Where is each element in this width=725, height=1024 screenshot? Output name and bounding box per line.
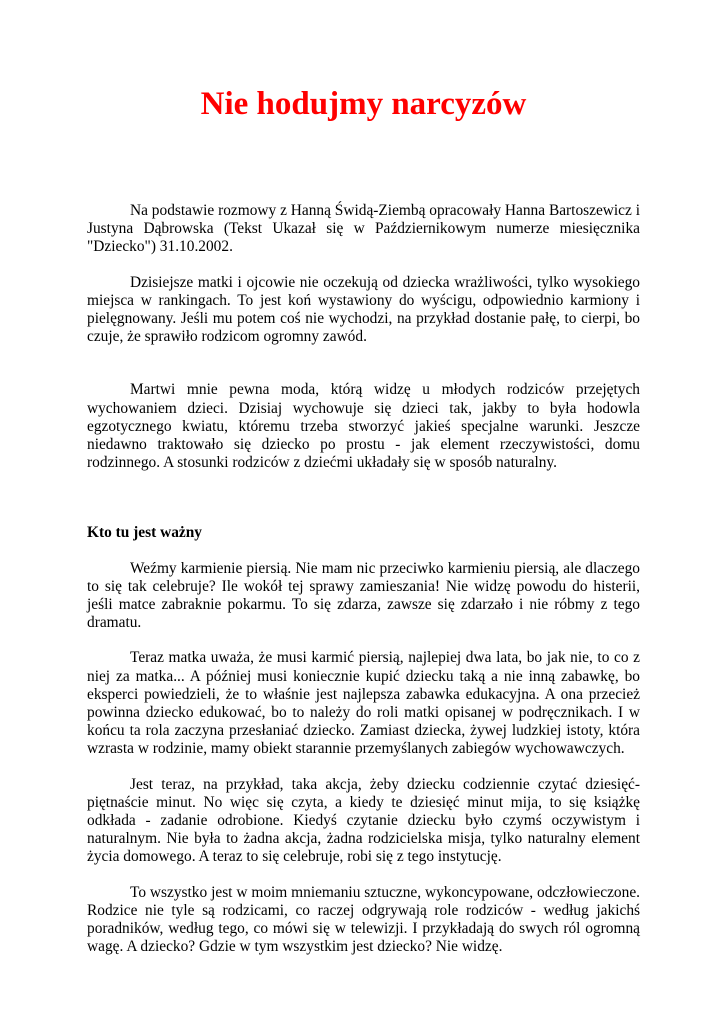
section-paragraph-4: To wszystko jest w moim mniemaniu sztuczne, wykoncypowane, odczłowieczone. Rodzice nie tyle są rodzicami, co raczej odgrywają role rodziców - według jakichś poradników, według tego, co mówi się w telewizji. I przykładają do swych ról ogromną wagę. A dziecko? Gdzie w tym wszystkim jest dziecko? Nie widzę. [87, 883, 640, 956]
paragraph-1: Dzisiejsze matki i ojcowie nie oczekują od dziecka wrażliwości, tylko wysokiego miejsca w rankingach. To jest koń wystawiony do wyścigu, odpowiednio karmiony i pielęgnowany. Jeśli mu potem coś nie wychodzi, na przykład dostanie pałę, to cierpi, bo czuje, że sprawiło rodzicom ogromny zawód. [87, 273, 640, 346]
section-paragraph-1: Weźmy karmienie piersią. Nie mam nic przeciwko karmieniu piersią, ale dlaczego to się tak celebruje? Ile wokół tej sprawy zamieszania! Nie widzę powodu do histerii, jeśli matce zabraknie pokarmu. To się zdarza, zawsze się zdarzało i nie róbmy z tego dramatu. [87, 559, 640, 632]
section-paragraph-3: Jest teraz, na przykład, taka akcja, żeby dziecku codziennie czytać dziesięć-piętnaście minut. No więc się czyta, a kiedy te dziesięć minut mija, to się książkę odkłada - zadanie odrobione. Kiedyś czytanie dziecku było czymś oczywistym i naturalnym. Nie była to żadna akcja, żadna rodzicielska misja, tylko naturalny element życia domowego. A teraz to się celebruje, robi się z tego instytucję. [87, 775, 640, 866]
section-heading: Kto tu jest ważny [87, 524, 202, 542]
section-paragraph-2: Teraz matka uważa, że musi karmić piersią, najlepiej dwa lata, bo jak nie, to co z niej za matka... A później musi koniecznie kupić dziecku taką a nie inną zabawkę, bo eksperci powiedzieli, że to właśnie jest najlepsza zabawka edukacyjna. A ona przecież powinna dziecko edukować, bo to należy do roli matki opisanej w podręcznikach. I w końcu ta rola zaczyna przesłaniać dziecko. Zamiast dziecka, żywej ludzkiej istoty, która wzrasta w rodzinie, mamy obiekt starannie przemyślanych zabiegów wychowawczych. [87, 649, 640, 758]
document-body [87, 202, 640, 957]
document-title: Nie hodujmy narcyzów [200, 86, 527, 122]
paragraph-2: Martwi mnie pewna moda, którą widzę u młodych rodziców przejętych wychowaniem dzieci. Dzisiaj wychowuje się dzieci tak, jakby to była hodowla egzotycznego kwiatu, któremu trzeba stworzyć jakieś specjalne warunki. Jeszcze niedawno traktowało się dziecko po prostu - jak element rzeczywistości, domu rodzinnego. A stosunki rodziców z dziećmi układały się w sposób naturalny. [87, 381, 640, 472]
intro-paragraph: Na podstawie rozmowy z Hanną Świdą-Ziembą opracowały Hanna Bartoszewicz i Justyna Dąbrowska (Tekst Ukazał się w Październikowym numerze miesięcznika "Dziecko") 31.10.2002. [87, 202, 640, 256]
